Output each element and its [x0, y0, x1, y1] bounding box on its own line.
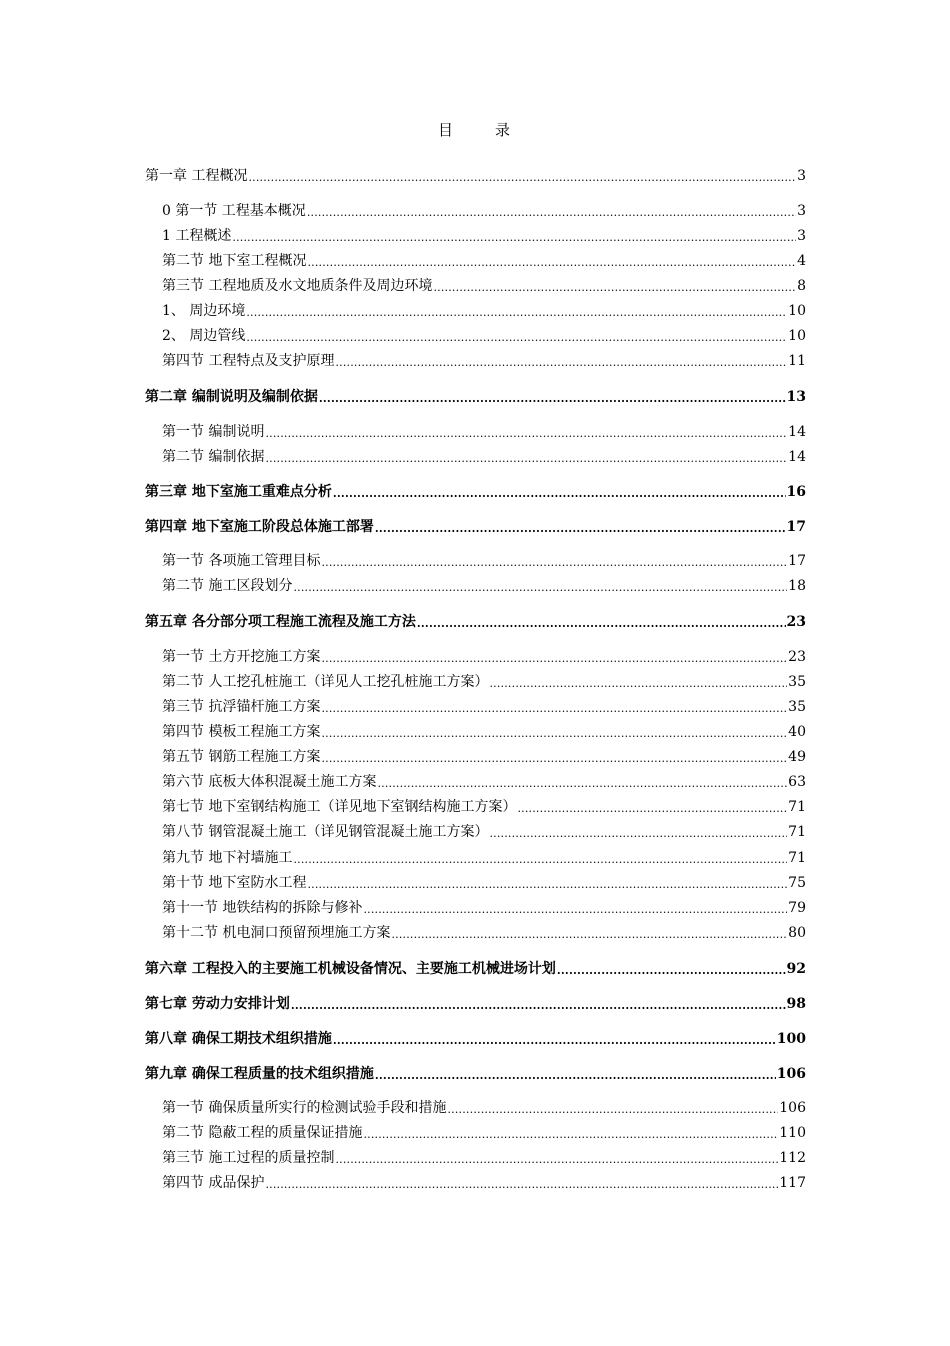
toc-section-entry[interactable]	[145, 349, 806, 369]
toc-leader-dots	[333, 1031, 776, 1047]
toc-section-entry[interactable]	[145, 549, 806, 569]
toc-page-number: 10	[788, 303, 806, 319]
toc-page-number: 23	[786, 614, 806, 630]
toc-page-number: 40	[788, 724, 806, 740]
toc-section-entry[interactable]	[145, 695, 806, 715]
toc-title-right: 录	[495, 121, 513, 139]
toc-entry-label: 第一节 土方开挖施工方案	[162, 649, 321, 665]
toc-section-entry[interactable]	[145, 1171, 806, 1191]
toc-entry-label: 0 第一节 工程基本概况	[162, 203, 306, 219]
toc-page-number: 4	[797, 253, 806, 269]
toc-page-number: 23	[788, 649, 806, 665]
toc-page-number: 71	[788, 850, 806, 866]
toc-entry-label: 第五章 各分部分项工程施工流程及施工方法	[145, 614, 416, 630]
toc-chapter-entry[interactable]	[145, 385, 806, 405]
toc-leader-dots	[363, 1125, 778, 1141]
toc-section-entry[interactable]	[145, 274, 806, 294]
toc-title	[0, 119, 950, 140]
toc-section-entry[interactable]	[145, 1096, 806, 1116]
toc-entry-label: 第四节 模板工程施工方案	[162, 724, 321, 740]
toc-page-number: 71	[788, 799, 806, 815]
toc-chapter-entry[interactable]	[145, 480, 806, 500]
toc-page-number: 106	[779, 1100, 806, 1116]
toc-leader-dots	[489, 674, 787, 690]
toc-entry-label: 2、 周边管线	[162, 328, 246, 344]
toc-chapter-entry[interactable]	[145, 515, 806, 535]
toc-chapter-entry[interactable]	[145, 1027, 806, 1047]
toc-entry-label: 1、 周边环境	[162, 303, 246, 319]
toc-chapter-entry[interactable]	[145, 992, 806, 1012]
toc-leader-dots	[321, 749, 787, 765]
toc-leader-dots	[307, 253, 796, 269]
toc-entry-label: 第九节 地下衬墙施工	[162, 850, 293, 866]
toc-entry-label: 第七章 劳动力安排计划	[145, 996, 290, 1012]
toc-page-number: 10	[788, 328, 806, 344]
toc-section-entry[interactable]	[145, 670, 806, 690]
toc-entry-label: 第十二节 机电洞口预留预埋施工方案	[162, 925, 391, 941]
toc-entry-label: 第三章 地下室施工重难点分析	[145, 484, 332, 500]
toc-title-left: 目	[437, 121, 455, 139]
toc-entry-label: 第二节 地下室工程概况	[162, 253, 307, 269]
toc-section-entry[interactable]	[145, 199, 806, 219]
toc-leader-dots	[517, 799, 787, 815]
toc-leader-dots	[333, 484, 786, 500]
toc-page-number: 35	[788, 674, 806, 690]
toc-leader-dots	[321, 553, 787, 569]
toc-leader-dots	[291, 996, 786, 1012]
toc-leader-dots	[246, 328, 787, 344]
toc-page-number: 14	[788, 424, 806, 440]
toc-leader-dots	[232, 228, 796, 244]
toc-entry-label: 第六节 底板大体积混凝土施工方案	[162, 774, 377, 790]
toc-entry-label: 第十节 地下室防水工程	[162, 875, 307, 891]
toc-leader-dots	[375, 1066, 776, 1082]
toc-entry-label: 第一节 各项施工管理目标	[162, 553, 321, 569]
toc-section-entry[interactable]	[145, 745, 806, 765]
toc-leader-dots	[265, 1175, 778, 1191]
toc-section-entry[interactable]	[145, 420, 806, 440]
toc-chapter-entry[interactable]	[145, 957, 806, 977]
toc-entry-label: 第三节 施工过程的质量控制	[162, 1150, 335, 1166]
toc-leader-dots	[265, 424, 787, 440]
toc-page-number: 75	[788, 875, 806, 891]
toc-entry-label: 第一章 工程概况	[145, 168, 248, 184]
toc-entry-label: 第二节 施工区段划分	[162, 578, 293, 594]
toc-section-entry[interactable]	[145, 921, 806, 941]
toc-leader-dots	[265, 449, 787, 465]
toc-leader-dots	[321, 724, 787, 740]
toc-page-number: 8	[797, 278, 806, 294]
toc-section-entry[interactable]	[145, 249, 806, 269]
toc-leader-dots	[363, 900, 787, 916]
toc-section-entry[interactable]	[145, 770, 806, 790]
toc-section-entry[interactable]	[145, 795, 806, 815]
toc-entry-label: 第三节 工程地质及水文地质条件及周边环境	[162, 278, 433, 294]
toc-leader-dots	[433, 278, 796, 294]
toc-entry-label: 第六章 工程投入的主要施工机械设备情况、主要施工机械进场计划	[145, 961, 556, 977]
toc-entry-label: 第五节 钢筋工程施工方案	[162, 749, 321, 765]
toc-entry-label: 第七节 地下室钢结构施工（详见地下室钢结构施工方案）	[162, 799, 517, 815]
toc-entry-label: 第四节 成品保护	[162, 1175, 265, 1191]
toc-entry-label: 1 工程概述	[162, 228, 232, 244]
toc-leader-dots	[307, 875, 787, 891]
toc-leader-dots	[293, 578, 787, 594]
toc-entry-label: 第一节 编制说明	[162, 424, 265, 440]
toc-entry-label: 第八节 钢管混凝土施工（详见钢管混凝土施工方案）	[162, 824, 489, 840]
toc-chapter-entry[interactable]	[145, 610, 806, 630]
toc-leader-dots	[489, 824, 787, 840]
toc-page-number: 79	[788, 900, 806, 916]
toc-page-number: 110	[779, 1125, 806, 1141]
toc-page-number: 13	[786, 389, 806, 405]
toc-leader-dots	[375, 519, 786, 535]
toc-page-number: 35	[788, 699, 806, 715]
toc-page-number: 63	[788, 774, 806, 790]
toc-entry-label: 第八章 确保工期技术组织措施	[145, 1031, 332, 1047]
toc-entry-label: 第一节 确保质量所实行的检测试验手段和措施	[162, 1100, 447, 1116]
toc-page-number: 3	[797, 168, 806, 184]
toc-leader-dots	[557, 961, 786, 977]
toc-page-number: 3	[797, 203, 806, 219]
toc-page-number: 16	[786, 484, 806, 500]
toc-leader-dots	[307, 203, 796, 219]
toc-section-entry[interactable]	[145, 871, 806, 891]
toc-entry-label: 第四章 地下室施工阶段总体施工部署	[145, 519, 374, 535]
toc-entry-label: 第二节 隐蔽工程的质量保证措施	[162, 1125, 363, 1141]
toc-leader-dots	[321, 649, 787, 665]
toc-entry-label: 第二节 人工挖孔桩施工（详见人工挖孔桩施工方案）	[162, 674, 489, 690]
toc-page-number: 98	[786, 996, 806, 1012]
toc-leader-dots	[293, 850, 787, 866]
toc-leader-dots	[417, 614, 786, 630]
toc-page-number: 11	[788, 353, 806, 369]
toc-page-number: 112	[779, 1150, 806, 1166]
toc-page-number: 17	[788, 553, 806, 569]
toc-entry-label: 第九章 确保工程质量的技术组织措施	[145, 1066, 374, 1082]
toc-section-entry[interactable]	[145, 846, 806, 866]
toc-leader-dots	[335, 1150, 778, 1166]
toc-section-entry[interactable]	[145, 720, 806, 740]
toc-section-entry[interactable]	[145, 574, 806, 594]
toc-section-entry[interactable]	[145, 445, 806, 465]
toc-page-number: 106	[776, 1066, 806, 1082]
toc-entry-label: 第三节 抗浮锚杆施工方案	[162, 699, 321, 715]
toc-section-entry[interactable]	[145, 1121, 806, 1141]
toc-page-number: 3	[797, 228, 806, 244]
toc-page-number: 14	[788, 449, 806, 465]
toc-section-entry[interactable]	[145, 820, 806, 840]
toc-page-number: 100	[776, 1031, 806, 1047]
toc-page-number: 17	[786, 519, 806, 535]
toc-section-entry[interactable]	[145, 645, 806, 665]
toc-section-entry[interactable]	[145, 896, 806, 916]
toc-page-number: 18	[788, 578, 806, 594]
toc-leader-dots	[391, 925, 787, 941]
toc-section-entry[interactable]	[145, 1146, 806, 1166]
toc-leader-dots	[377, 774, 787, 790]
toc-page-number: 92	[786, 961, 806, 977]
toc-section-entry[interactable]	[145, 224, 806, 244]
toc-leader-dots	[447, 1100, 778, 1116]
toc-leader-dots	[321, 699, 787, 715]
toc-section-entry[interactable]	[145, 324, 806, 344]
toc-page-number: 49	[788, 749, 806, 765]
toc-leader-dots	[335, 353, 787, 369]
toc-chapter-entry[interactable]	[145, 164, 806, 184]
toc-entry-label: 第二节 编制依据	[162, 449, 265, 465]
toc-leader-dots	[319, 389, 786, 405]
toc-section-entry[interactable]	[145, 299, 806, 319]
toc-chapter-entry[interactable]	[145, 1062, 806, 1082]
toc-entry-label: 第十一节 地铁结构的拆除与修补	[162, 900, 363, 916]
toc-page-number: 117	[779, 1175, 806, 1191]
toc-page-number: 71	[788, 824, 806, 840]
toc-page-number: 80	[788, 925, 806, 941]
toc-entry-label: 第四节 工程特点及支护原理	[162, 353, 335, 369]
toc-entry-label: 第二章 编制说明及编制依据	[145, 389, 318, 405]
toc-leader-dots	[246, 303, 787, 319]
toc-leader-dots	[248, 168, 796, 184]
